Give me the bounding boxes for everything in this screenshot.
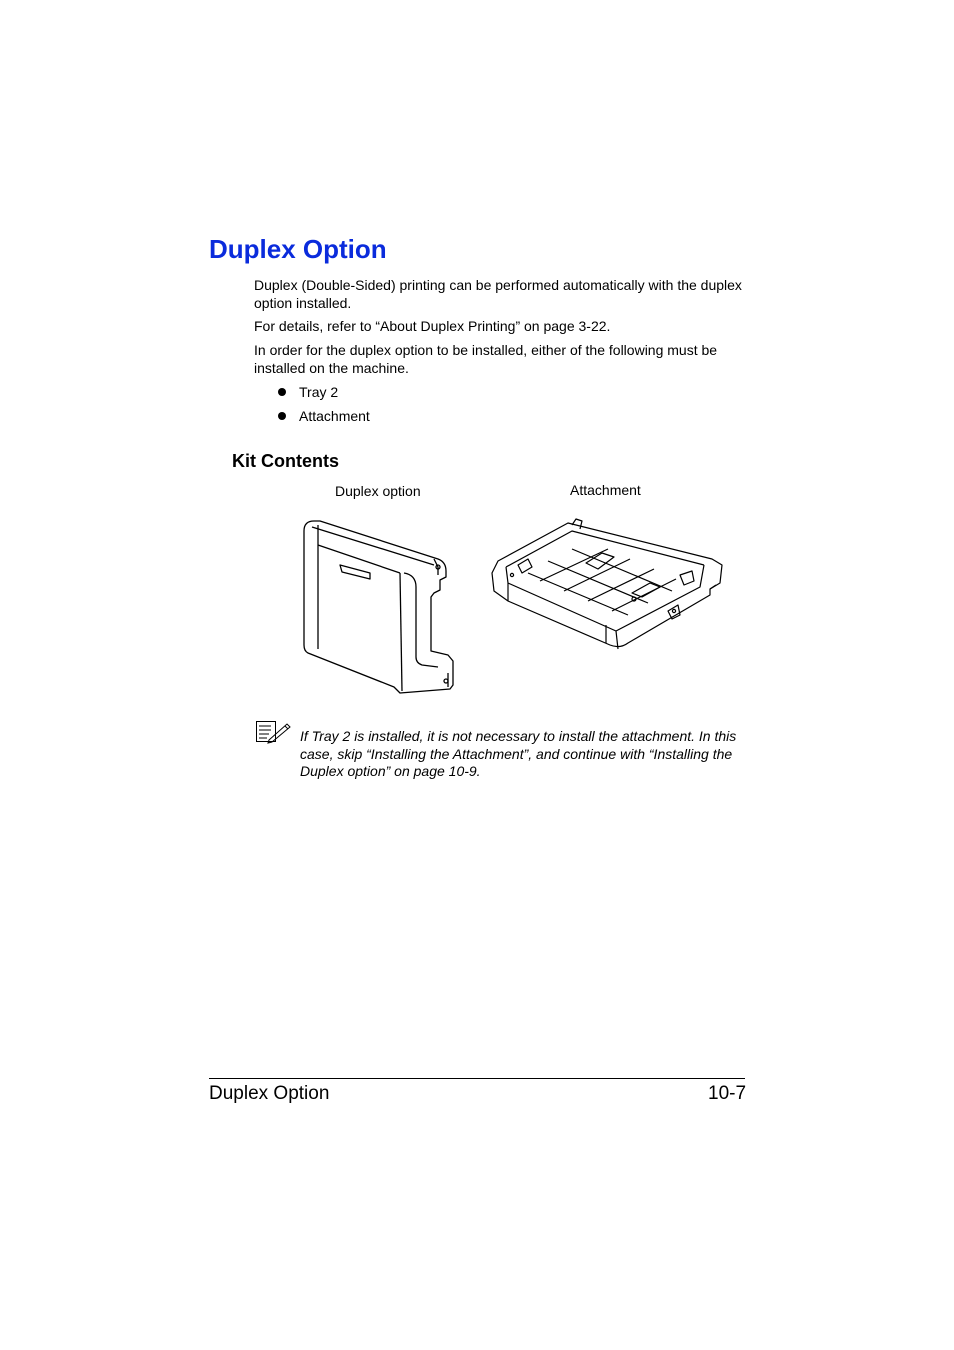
footer-section-title: Duplex Option xyxy=(209,1083,330,1104)
bullet-icon xyxy=(278,412,286,420)
page-number: 10-7 xyxy=(708,1083,747,1104)
list-item xyxy=(278,408,370,426)
requirement-paragraph: In order for the duplex option to be installed, either of the following must be installed on the machine. xyxy=(254,342,718,376)
intro-paragraph: Duplex (Double-Sided) printing can be performed automatically with the duplex option installed. xyxy=(254,277,742,311)
details-paragraph: For details, refer to “About Duplex Printing” on page 3-22. xyxy=(254,318,611,334)
duplex-option-caption: Duplex option xyxy=(335,483,421,499)
page-title: Duplex Option xyxy=(209,234,387,264)
note-pad-pencil-icon xyxy=(255,720,291,744)
bullet-icon xyxy=(278,388,286,396)
list-item xyxy=(278,384,338,402)
duplex-option-illustration xyxy=(298,515,460,697)
footer-divider xyxy=(209,1078,745,1079)
kit-contents-heading: Kit Contents xyxy=(232,451,339,471)
list-item-label: Tray 2 xyxy=(299,384,339,400)
attachment-illustration xyxy=(488,515,724,653)
note-text: If Tray 2 is installed, it is not necessary to install the attachment. In this case, skip “Installing the Attachment”, and continue with “Installing the Duplex option” on page 10-9. xyxy=(300,728,737,779)
list-item-label: Attachment xyxy=(299,408,370,424)
attachment-caption: Attachment xyxy=(570,482,641,498)
